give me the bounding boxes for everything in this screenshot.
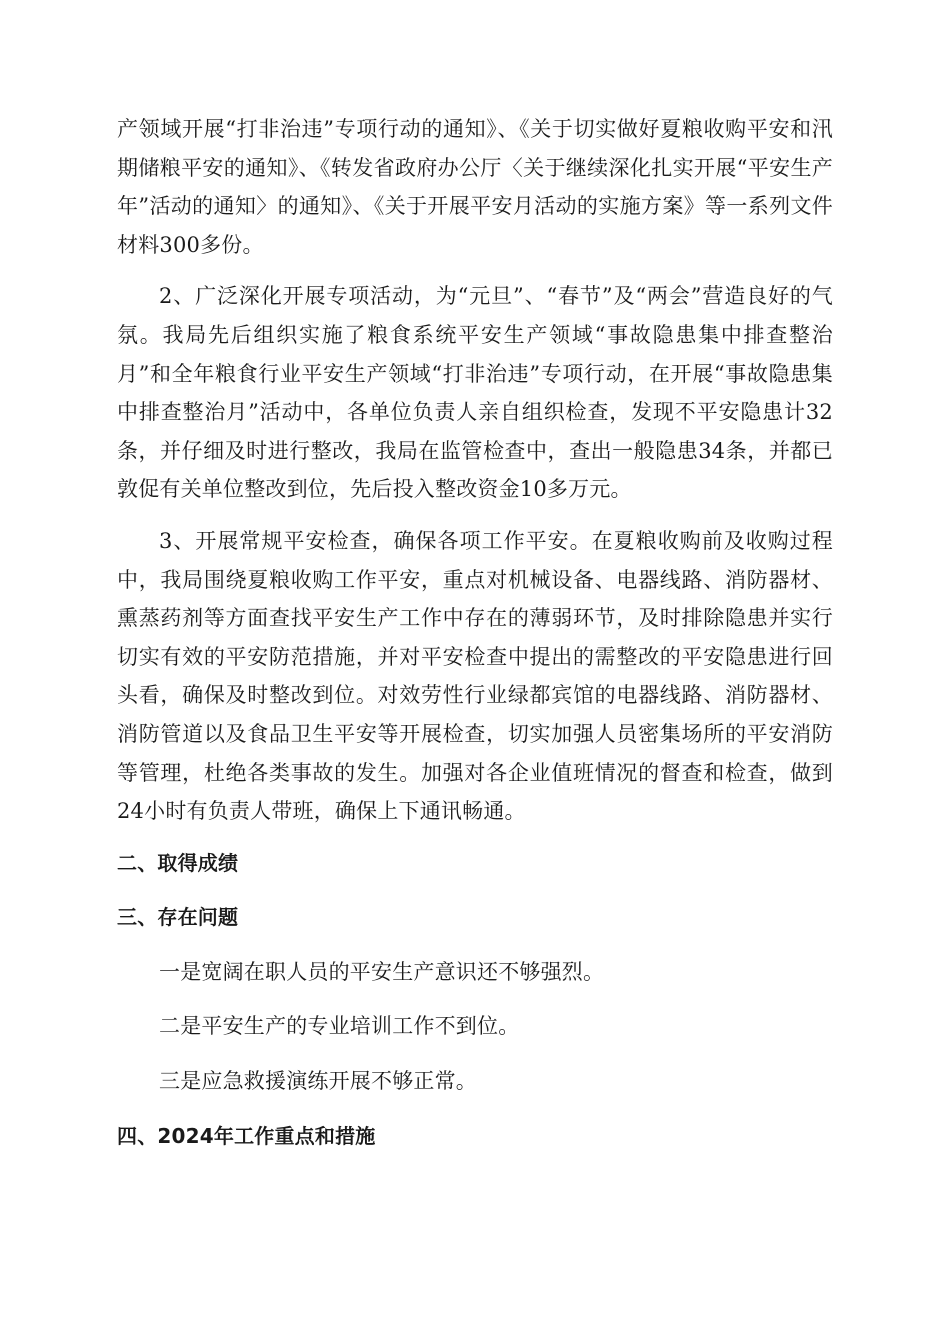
document-page: [117, 110, 833, 1171]
paragraph-1: 产领域开展“打非治违”专项行动的通知》、《关于切实做好夏粮收购平安和汛期储粮平安的通知》、《转发省政府办公厅〈关于继续深化扎实开展“平安生产年”活动的通知〉的通知》、《关于开展平安月活动的实施方案》等一系列文件材料300多份。: [117, 117, 833, 257]
section-heading-achievements: 二、取得成绩: [117, 850, 239, 875]
paragraph-2: 2、广泛深化开展专项活动，为“元旦”、“春节”及“两会”营造良好的气氛。我局先后组织实施了粮食系统平安生产领域“事故隐患集中排查整治月”和全年粮食行业平安生产领域“打非治违”专项行动，在开展“事故隐患集中排查整治月”活动中，各单位负责人亲自组织检查，发现不平安隐患计32条，并仔细及时进行整改，我局在监管检查中，查出一般隐患34条，并都已敦促有关单位整改到位，先后投入整改资金10多万元。: [117, 284, 833, 502]
problem-item-2: 二是平安生产的专业培训工作不到位。: [159, 1014, 520, 1039]
problem-item-1: 一是宽阔在职人员的平安生产意识还不够强烈。: [159, 959, 605, 984]
paragraph-3: 3、开展常规平安检查，确保各项工作平安。在夏粮收购前及收购过程中，我局围绕夏粮收购工作平安，重点对机械设备、电器线路、消防器材、熏蒸药剂等方面查找平安生产工作中存在的薄弱环节，及时排除隐患并实行切实有效的平安防范措施，并对平安检查中提出的需整改的平安隐患进行回头看，确保及时整改到位。对效劳性行业绿都宾馆的电器线路、消防器材、消防管道以及食品卫生平安等开展检查，切实加强人员密集场所的平安消防等管理，杜绝各类事故的发生。加强对各企业值班情况的督查和检查，做到24小时有负责人带班，确保上下通讯畅通。: [117, 528, 833, 824]
section-heading-problems: 三、存在问题: [117, 905, 239, 930]
section-heading-2024-plan: 四、2024年工作重点和措施: [117, 1123, 376, 1148]
problem-item-3: 三是应急救援演练开展不够正常。: [159, 1069, 477, 1094]
